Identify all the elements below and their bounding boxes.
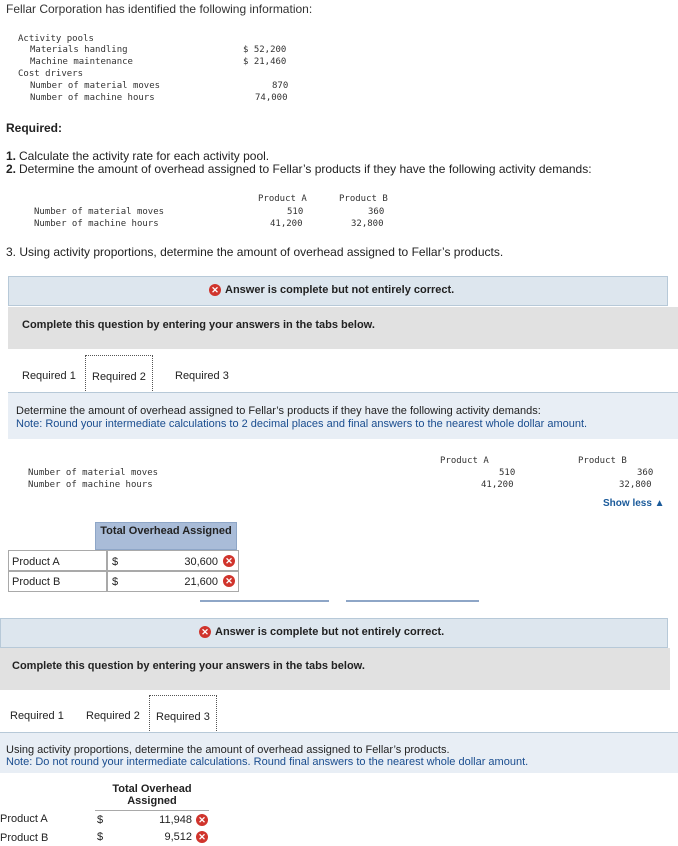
pool-label: Materials handling [30, 45, 128, 55]
tab-required-3[interactable]: Required 3 [149, 695, 217, 733]
col-product-a: Product A [258, 194, 307, 204]
x-circle-icon: ✕ [209, 284, 221, 296]
col-product-b: Product B [578, 456, 627, 466]
instruction-text: Using activity proportions, determine the amount of overhead assigned to Fellar’s products. [6, 744, 450, 756]
complete-text: Complete this question by entering your answers in the tabs below. [12, 660, 365, 672]
currency-symbol: $ [97, 814, 104, 826]
row-label: Product A [12, 556, 60, 568]
required-list [6, 150, 592, 176]
answer-cell[interactable] [95, 828, 209, 846]
row-label: Product A [0, 813, 48, 825]
banner-text: Answer is complete but not entirely correct. [225, 284, 455, 296]
demand-b: 360 [637, 468, 654, 478]
currency-symbol: $ [112, 576, 119, 588]
driver-value: 870 [272, 81, 289, 91]
item-text: Determine the amount of overhead assigned to Fellar’s products if they have the following activity demands: [19, 162, 592, 176]
demand-a: 510 [499, 468, 516, 478]
row-label: Product B [12, 576, 61, 588]
cost-drivers-label: Cost drivers [18, 69, 84, 79]
tab-panel [8, 392, 678, 439]
currency-symbol: $ [112, 556, 119, 568]
result-banner [0, 618, 668, 648]
tab-required-3[interactable]: Required 3 [175, 370, 229, 382]
complete-text: Complete this question by entering your answers in the tabs below. [22, 319, 375, 331]
banner-text: Answer is complete but not entirely correct. [215, 626, 445, 638]
answer-value: 21,600 [184, 576, 218, 588]
tab-required-2[interactable]: Required 2 [85, 355, 153, 393]
next-nav-button[interactable] [346, 600, 479, 602]
pool-value: $ 52,200 [243, 45, 287, 55]
note-text: Note: Round your intermediate calculations to 2 decimal places and final answers to the nearest whole dollar amount. [16, 418, 588, 430]
item-text: Calculate the activity rate for each activity pool. [19, 149, 270, 163]
result-banner [8, 276, 668, 306]
x-circle-icon: ✕ [199, 626, 211, 638]
tab-required-1[interactable]: Required 1 [10, 710, 64, 722]
tab-panel [0, 732, 678, 773]
banner-content [199, 626, 444, 638]
show-less-link[interactable]: Show less ▲ [603, 498, 665, 509]
demand-a: 41,200 [270, 219, 303, 229]
instructions-bar [8, 307, 678, 349]
table-row [8, 550, 108, 572]
tab-required-2[interactable]: Required 2 [86, 710, 140, 722]
col-product-a: Product A [440, 456, 489, 466]
answer-value: 11,948 [159, 814, 192, 826]
currency-symbol: $ [97, 831, 104, 843]
answer-value: 30,600 [184, 556, 218, 568]
table-header: Total Overhead Assigned [95, 522, 237, 550]
answer-value: 9,512 [164, 831, 192, 843]
x-circle-icon: ✕ [196, 814, 208, 826]
demand-a: 510 [287, 207, 304, 217]
answer-cell[interactable] [95, 810, 209, 829]
banner-content [209, 284, 454, 296]
col-product-b: Product B [339, 194, 388, 204]
driver-label: Number of machine hours [30, 93, 155, 103]
answer-cell[interactable] [106, 550, 239, 572]
item-number: 2. [6, 162, 17, 176]
answer-cell[interactable] [106, 570, 239, 592]
instruction-text: Determine the amount of overhead assigned to Fellar’s products if they have the following activity demands: [16, 405, 541, 417]
tab-required-1[interactable]: Required 1 [22, 370, 76, 382]
x-circle-icon: ✕ [223, 575, 235, 587]
x-circle-icon: ✕ [223, 555, 235, 567]
prev-nav-button[interactable] [200, 600, 329, 602]
item-number: 1. [6, 149, 17, 163]
table-row [8, 570, 108, 592]
demand-label: Number of machine hours [28, 480, 153, 490]
demand-label: Number of machine hours [34, 219, 159, 229]
x-circle-icon: ✕ [196, 831, 208, 843]
demand-a: 41,200 [481, 480, 514, 490]
demand-label: Number of material moves [34, 207, 165, 217]
table-header: Total Overhead Assigned [112, 783, 192, 807]
demand-b: 360 [368, 207, 385, 217]
required-heading: Required: [6, 121, 63, 135]
required-item [6, 163, 592, 176]
row-label: Product B [0, 832, 49, 844]
driver-label: Number of material moves [30, 81, 161, 91]
required-item-3: 3. Using activity proportions, determine the amount of overhead assigned to Fellar’s products. [6, 245, 504, 259]
demand-b: 32,800 [619, 480, 652, 490]
activity-pools-label: Activity pools [18, 34, 94, 44]
note-text: Note: Do not round your intermediate calculations. Round final answers to the nearest whole dollar amount. [6, 756, 529, 768]
demand-b: 32,800 [351, 219, 384, 229]
demand-label: Number of material moves [28, 468, 159, 478]
intro-text: Fellar Corporation has identified the following information: [6, 2, 313, 16]
instructions-bar [0, 648, 670, 690]
pool-label: Machine maintenance [30, 57, 133, 67]
pool-value: $ 21,460 [243, 57, 287, 67]
driver-value: 74,000 [255, 93, 288, 103]
